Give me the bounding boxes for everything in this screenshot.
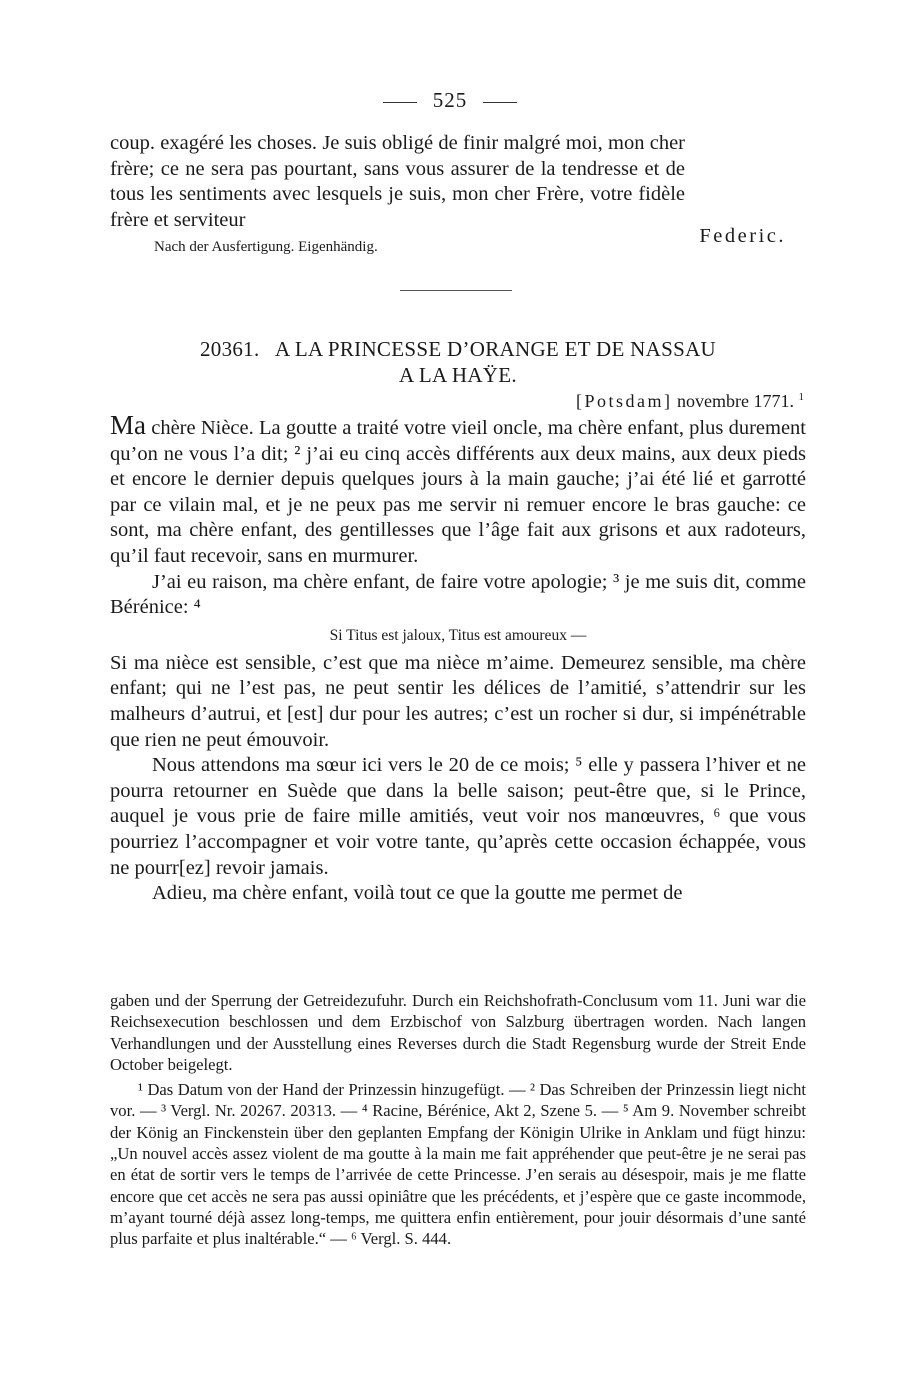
paragraph-1 — [110, 410, 806, 570]
header-dash-right — [483, 102, 517, 103]
letter-heading — [110, 336, 806, 388]
letter-number: 20361. — [199, 337, 260, 361]
letter-title-line2: A LA HAŸE. — [399, 363, 517, 387]
date-month-year: novembre 1771. — [677, 391, 794, 411]
source-note: Nach der Ausfertigung. Eigenhändig. — [154, 239, 378, 255]
paragraph-2: J’ai eu raison, ma chère enfant, de faire votre apologie; ³ je me suis dit, comme Bérénice: ⁴ — [110, 570, 806, 619]
opening-paragraph: coup. exagéré les choses. Je suis obligé de finir malgré moi, mon cher frère; ce ne sera pas pourtant, sans vous assurer de la tendresse et de tous les sentiments avec lesquels je suis, mon cher Frère, votre fidèle frère et serviteur — [110, 132, 685, 231]
date-place: [Potsdam] — [576, 391, 673, 411]
footnote-continuation: gaben und der Sperrung der Getreidezufuhr. Durch ein Reichshofrath-Conclusum vom 11. Juni war die Reichsexecution beschlossen und dem Erzbischof von Salzburg übertragen worden. Nach langen Verhandlungen und der Ausstellung eines Reverses durch die Stadt Regensburg wurde der Streit Ende October beigelegt. — [110, 991, 806, 1074]
salutation-initial: Ma — [110, 410, 146, 440]
footnote-list: ¹ Das Datum von der Hand der Prinzessin hinzugefügt. — ² Das Schreiben der Prinzessin liegt nicht vor. — ³ Vergl. Nr. 20267. 20313. — ⁴ Racine, Bérénice, Akt 2, Szene 5. — ⁵ Am 9. November schreibt der König an Finckenstein über den geplanten Empfang der Königin Ulrike in Anklam und fügt hinzu: „Un nouvel accès assez violent de ma goutte à la main me fait appréhender que peut-être je ne serai pas en état de sortir vers le temps de l’arrivée de cette Princesse. J’en serais au désespoir, mais je me flatte encore que cet accès ne sera pas aussi opiniâtre que les précédents, et j’espère que ce gaste incommode, m’ayant tourné déjà assez long-temps, me quittera enfin entièrement, pour jouir désormais d’une santé plus parfaite et plus inaltérable.“ — ⁶ Vergl. S. 444. — [110, 1080, 806, 1249]
opening-section — [110, 131, 806, 233]
paragraph-5: Adieu, ma chère enfant, voilà tout ce que la goutte me permet de — [152, 882, 683, 905]
page-number: 525 — [432, 88, 468, 112]
verse-quote: Si Titus est jaloux, Titus est amoureux — — [329, 626, 587, 644]
date-line — [110, 385, 806, 415]
letter-recipient: A LA PRINCESSE D’ORANGE ET DE NASSAU — [275, 337, 716, 361]
header-dash-left — [383, 102, 417, 103]
letter-date — [110, 385, 804, 415]
paragraph-4: Nous attendons ma sœur ici vers le 20 de ce mois; ⁵ elle y passera l’hiver et ne pourra retourner en Suède que dans la belle saison; peut-être que, si le Prince, auquel je vous prie de faire mille amitiés, veut voir nos manœuvres, ⁶ que vous pourriez l’accompagner et voir votre tante, qu’après cette occasion échappée, vous ne pourr[ez] revoir jamais. — [110, 754, 806, 879]
date-footnote-marker: 1 — [798, 391, 804, 403]
paragraph-1-text: chère Nièce. La goutte a traité votre vieil oncle, ma chère enfant, plus durement qu’on ne vous l’a dit; ² j’ai eu cinq accès différents aux deux mains, aux deux pieds et encore le dernier depuis quelques jours à la main gauche; j’ai été lié et garrotté par ce vilain mal, et je ne peux pas me servir ni remuer encore le bras gauche: ce sont, ma chère enfant, des gentillesses que l’âge fait aux grisons et aux radoteurs, qu’il faut recevoir, sans en murmurer. — [110, 417, 806, 567]
paragraph-3: Si ma nièce est sensible, c’est que ma nièce m’aime. Demeurez sensible, ma chère enfant; qui ne l’est pas, ne peut sentir les délices de l’amitié, s’attendrir sur les malheurs d’autrui, et [est] dur pour les autres; c’est un rocher si dur, si impénétrable que rien ne peut émouvoir. — [110, 651, 806, 751]
page-header — [0, 88, 900, 113]
letter-title-line1 — [110, 336, 806, 362]
source-note-block — [154, 237, 850, 257]
section-divider — [400, 290, 512, 291]
signature: Federic. — [699, 225, 786, 247]
letter-body — [110, 410, 806, 907]
footnotes-section — [110, 990, 806, 1250]
